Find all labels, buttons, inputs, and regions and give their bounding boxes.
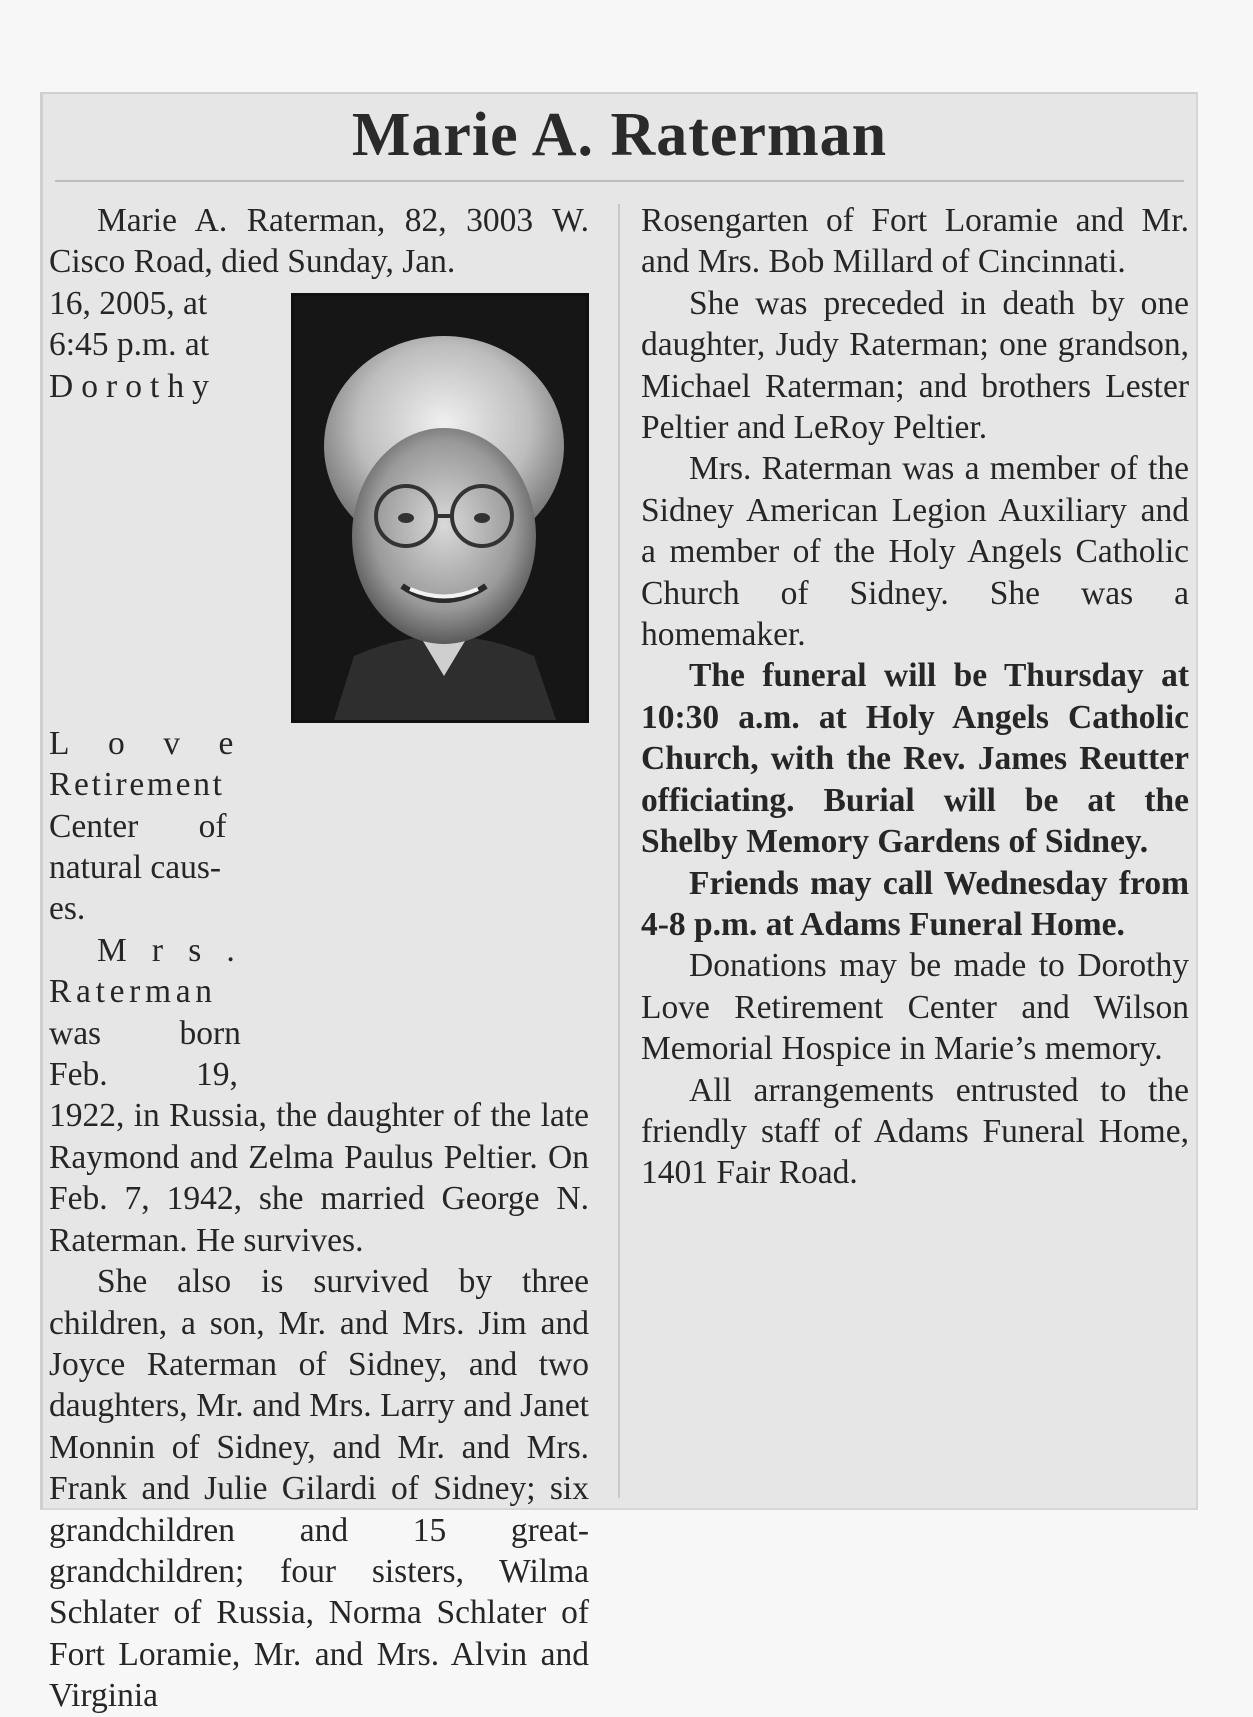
arrangements-paragraph: All arrangements entrusted to the friendly staff of Adams Funeral Home, 1401 Fair Road. bbox=[641, 1071, 1189, 1192]
wrapped-text-block bbox=[49, 283, 274, 1096]
wrap-line: Center of bbox=[49, 807, 227, 845]
wrap-line: Feb. 19, bbox=[49, 1056, 238, 1094]
right-column bbox=[641, 200, 1189, 1194]
funeral-paragraph: The funeral will be Thursday at 10:30 a.m. at Holy Angels Catholic Church, with the Rev. James Reutter officiating. Burial will be at the Shelby Memory Gardens of Sidney. bbox=[641, 657, 1189, 861]
membership-paragraph: Mrs. Raterman was a member of the Sidney American Legion Auxiliary and a member of the Holy Angels Catholic Church of Sidney. She was a homemaker. bbox=[641, 450, 1189, 654]
intro-paragraph bbox=[49, 200, 589, 283]
wrap-line: 6:45 p.m. at bbox=[49, 326, 210, 364]
obituary-headline: Marie A. Raterman bbox=[351, 101, 888, 169]
birth-paragraph: 1922, in Russia, the daughter of the late Raymond and Zelma Paulus Peltier. On Feb. 7, 1942, she married George N. Raterman. He survives. bbox=[49, 1097, 589, 1259]
intro-top-text: Marie A. Raterman, 82, 3003 W. Cisco Road, died Sunday, Jan. bbox=[49, 202, 589, 281]
wrap-line: Retirement bbox=[49, 766, 225, 804]
visitation-paragraph: Friends may call Wednesday from 4-8 p.m. at Adams Funeral Home. bbox=[641, 864, 1189, 943]
wrap-line: was born bbox=[49, 1014, 241, 1052]
wrap-line: Raterman bbox=[49, 973, 217, 1011]
wrap-line: Mrs. bbox=[97, 931, 260, 969]
wrap-line: natural caus- bbox=[49, 849, 222, 887]
preceded-paragraph: She was preceded in death by one daughter, Judy Raterman; one grandson, Michael Raterman; and brothers Lester Peltier and LeRoy Peltier. bbox=[641, 284, 1189, 447]
wrap-line: 16, 2005, at bbox=[49, 284, 208, 322]
wrap-line: Love bbox=[49, 724, 272, 762]
obituary-clipping bbox=[40, 92, 1198, 1715]
headline-rule bbox=[55, 180, 1184, 182]
portrait-photo bbox=[291, 293, 589, 723]
survivors-paragraph: She also is survived by three children, a son, Mr. and Mrs. Jim and Joyce Raterman of Sidney, and two daughters, Mr. and Mrs. Larry and Janet Monnin of Sidney, and Mr. and Mrs. Frank and Julie Gilardi of Sidney; six grandchildren and 15 great-grandchildren; four sisters, Wilma Schlater of Russia, Norma Schlater of Fort Loramie, Mr. and Mrs. Alvin and Virginia bbox=[49, 1263, 589, 1715]
column-divider bbox=[618, 204, 620, 1498]
donations-paragraph: Donations may be made to Dorothy Love Retirement Center and Wilson Memorial Hospice in Marie’s memory. bbox=[641, 947, 1189, 1068]
left-column bbox=[49, 200, 589, 1717]
portrait-photo-icon bbox=[294, 296, 586, 720]
wrap-line: Dorothy bbox=[49, 367, 217, 405]
survivors-continued: Rosengarten of Fort Loramie and Mr. and Mrs. Bob Millard of Cincinnati. bbox=[641, 202, 1189, 281]
wrap-line: es. bbox=[49, 890, 86, 928]
